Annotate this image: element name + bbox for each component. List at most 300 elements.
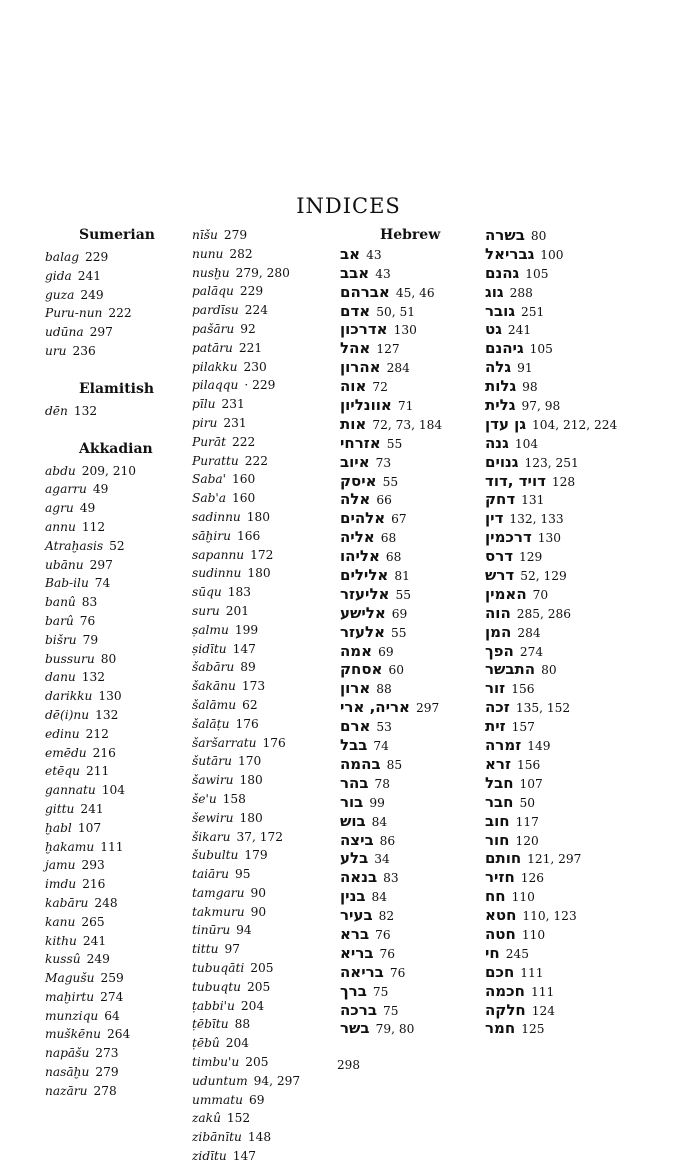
page-refs: 148 xyxy=(247,1130,272,1145)
index-term: tamgaru xyxy=(192,885,245,900)
index-term: Puru-nun xyxy=(45,306,103,321)
hebrew-term: בהמה xyxy=(340,754,381,773)
index-term: sāḫiru xyxy=(192,528,231,543)
page-refs: 204 xyxy=(240,998,265,1013)
page-refs: 75 xyxy=(372,984,389,999)
page-refs: 204 xyxy=(225,1036,250,1051)
page-refs: 274 xyxy=(519,644,544,659)
index-entry xyxy=(485,547,655,566)
index-entry xyxy=(485,490,655,509)
index-entry xyxy=(485,812,655,831)
page-refs: 201 xyxy=(225,603,250,618)
page-refs: 158 xyxy=(222,791,246,806)
index-term: dēn xyxy=(45,403,68,418)
page-refs: 89 xyxy=(240,660,256,675)
page-refs: 205 xyxy=(246,979,271,994)
page-refs: 76 xyxy=(379,946,396,961)
index-entry xyxy=(485,434,655,453)
hebrew-term: גוג xyxy=(485,282,504,301)
hebrew-term: חוב xyxy=(485,811,510,830)
index-entry xyxy=(340,698,480,717)
page-refs: 90 xyxy=(250,904,267,919)
index-term: gida xyxy=(45,268,72,283)
page-refs: 85 xyxy=(386,757,403,772)
page-refs: 49 xyxy=(79,501,96,516)
page-refs: 288 xyxy=(509,285,533,300)
page-refs: 147 xyxy=(232,1149,257,1164)
index-entry xyxy=(485,774,655,793)
index-entry xyxy=(485,887,655,906)
page-refs: 83 xyxy=(383,871,399,886)
hebrew-term: ברכה xyxy=(340,1000,377,1019)
page-refs: 222 xyxy=(244,453,269,468)
index-entry xyxy=(340,982,480,1001)
page-refs: 123, 251 xyxy=(524,455,579,470)
page-refs: 70 xyxy=(532,587,549,602)
page-refs: 180 xyxy=(239,773,263,788)
hebrew-term: גנה xyxy=(485,433,509,452)
hebrew-term: חבר xyxy=(485,792,514,811)
index-entry xyxy=(485,906,655,925)
index-entry xyxy=(192,376,332,395)
index-term: sūqu xyxy=(192,585,222,600)
page-refs: 229 xyxy=(85,250,109,264)
index-term: šakānu xyxy=(192,679,236,694)
page-refs: 69 xyxy=(391,606,408,621)
index-term: kabāru xyxy=(45,895,89,910)
index-term: kithu xyxy=(45,933,77,948)
page-refs: 152 xyxy=(226,1111,251,1126)
page-refs: 67 xyxy=(391,512,407,527)
page-refs: 112 xyxy=(81,519,106,534)
hebrew-term: אלהים xyxy=(340,509,386,528)
index-term: šaršarratu xyxy=(192,735,257,750)
index-entry xyxy=(45,913,185,932)
hebrew-term: דין xyxy=(485,509,504,528)
page-refs: 265 xyxy=(81,914,105,929)
index-entry xyxy=(485,264,655,283)
page-refs: 130 xyxy=(393,323,417,338)
index-term: uru xyxy=(45,343,67,358)
page-refs: 94 xyxy=(236,923,252,938)
page-refs: 297 xyxy=(89,325,113,340)
page-refs: 73 xyxy=(375,455,392,470)
page-refs: 76 xyxy=(389,965,406,980)
index-entry xyxy=(340,434,480,453)
page-refs: 95 xyxy=(235,867,251,882)
page-refs: 66 xyxy=(376,493,392,508)
index-entry xyxy=(192,903,332,922)
index-entry xyxy=(192,395,332,414)
index-entry xyxy=(45,499,185,518)
page-refs: 88 xyxy=(376,682,392,697)
page-refs: 69 xyxy=(378,644,394,659)
index-entry xyxy=(192,583,332,602)
index-entry xyxy=(45,462,185,481)
page-refs: 222 xyxy=(232,434,256,449)
page-refs: 216 xyxy=(82,877,106,892)
index-entry xyxy=(45,556,185,575)
page-refs: 104, 212, 224 xyxy=(532,417,618,432)
index-entry xyxy=(45,800,185,819)
page-refs: 100 xyxy=(540,247,564,262)
section-spacer xyxy=(45,361,185,380)
index-entry xyxy=(340,585,480,604)
index-entry xyxy=(45,323,185,342)
index-entry xyxy=(340,793,480,812)
section-heading-hebrew: Hebrew xyxy=(380,227,441,243)
hebrew-term: גהנם xyxy=(485,263,520,282)
page-refs: 120 xyxy=(515,833,539,848)
page-refs: 82 xyxy=(378,909,395,924)
hebrew-term: גלה xyxy=(485,358,512,377)
index-term: Atraḫasis xyxy=(45,538,104,553)
index-term: napāšu xyxy=(45,1046,90,1061)
hebrew-term: זכה xyxy=(485,698,510,717)
hebrew-term: בנין xyxy=(340,887,366,906)
page-refs: 211 xyxy=(85,764,110,779)
page-number: 298 xyxy=(337,1058,360,1072)
hebrew-term: חח xyxy=(485,887,506,906)
hebrew-term: אלילים xyxy=(340,566,389,585)
index-column-hebrew-cont xyxy=(485,226,655,1038)
index-entry xyxy=(192,1128,332,1147)
page-refs: 130 xyxy=(98,689,122,704)
hebrew-term: ארם xyxy=(340,717,371,736)
index-entry xyxy=(192,508,332,527)
index-term: sudinnu xyxy=(192,566,242,581)
page-refs: 160 xyxy=(232,491,256,506)
index-entry xyxy=(45,932,185,951)
index-entry xyxy=(340,283,480,302)
index-entry xyxy=(340,868,480,887)
index-term: ḫakamu xyxy=(45,839,95,854)
page-refs: 78 xyxy=(374,776,390,791)
section-heading: Elamitish xyxy=(79,380,155,397)
index-entry xyxy=(45,537,185,556)
page-refs: 69 xyxy=(248,1092,265,1107)
page-refs: 236 xyxy=(72,343,96,358)
hebrew-term: בנאה xyxy=(340,868,378,887)
page-refs: 94, 297 xyxy=(253,1073,301,1088)
index-term: uduntum xyxy=(192,1073,248,1088)
index-term: Purattu xyxy=(192,453,239,468)
index-entry xyxy=(485,736,655,755)
index-entry xyxy=(485,717,655,736)
page-refs: 111 xyxy=(530,984,555,999)
index-term: kussû xyxy=(45,952,81,967)
index-term: patāru xyxy=(192,340,233,355)
index-entry xyxy=(192,602,332,621)
page-refs: 80 xyxy=(100,651,117,666)
hebrew-term: אסחק xyxy=(340,660,383,679)
index-entry xyxy=(192,489,332,508)
page-refs: 111 xyxy=(100,839,124,854)
page-refs: 72 xyxy=(372,380,388,395)
hebrew-term: אליה xyxy=(340,528,375,547)
hebrew-term: חטא xyxy=(485,906,517,925)
index-entry xyxy=(340,509,480,528)
hebrew-term: חטה xyxy=(485,924,516,943)
index-entry xyxy=(192,677,332,696)
page-refs: 45, 46 xyxy=(395,285,435,300)
hebrew-term: דרכמין xyxy=(485,528,532,547)
index-term: ṣalmu xyxy=(192,622,229,637)
index-term: palāqu xyxy=(192,284,234,299)
index-entry xyxy=(485,302,655,321)
page-refs: 88 xyxy=(234,1017,251,1032)
index-term: darikku xyxy=(45,689,93,704)
index-term: sadinnu xyxy=(192,509,241,524)
index-entry xyxy=(45,668,185,687)
page-refs: 179 xyxy=(244,848,268,863)
index-entry xyxy=(45,286,185,305)
index-term: guza xyxy=(45,287,75,302)
page-title: INDICES xyxy=(296,194,401,218)
index-entry xyxy=(45,518,185,537)
index-entry xyxy=(45,1007,185,1026)
page-refs: 135, 152 xyxy=(515,701,571,716)
index-entry xyxy=(45,1025,185,1044)
index-entry xyxy=(485,679,655,698)
page-refs: 176 xyxy=(235,716,259,731)
page-refs: 126 xyxy=(520,871,545,886)
hebrew-term: אוונליון xyxy=(340,396,392,415)
page-refs: 53 xyxy=(376,720,392,735)
index-entry xyxy=(485,925,655,944)
index-term: tubuqtu xyxy=(192,979,241,994)
index-entry xyxy=(192,752,332,771)
hebrew-term: אבב xyxy=(340,263,370,282)
index-entry xyxy=(340,453,480,472)
index-term: ummatu xyxy=(192,1092,243,1107)
page-refs: 49 xyxy=(92,482,109,497)
index-entry xyxy=(340,642,480,661)
page-refs: 251 xyxy=(521,304,545,319)
page-refs: 132 xyxy=(73,403,98,418)
page-refs: 79, 80 xyxy=(375,1022,415,1037)
page-refs: 180 xyxy=(239,810,263,825)
hebrew-term: זמרה xyxy=(485,736,522,755)
hebrew-term: בלע xyxy=(340,849,369,868)
page-refs: 124 xyxy=(531,1003,555,1018)
index-entry xyxy=(485,793,655,812)
index-entry xyxy=(485,698,655,717)
index-entry xyxy=(340,302,480,321)
hebrew-term: חמר xyxy=(485,1019,516,1038)
hebrew-term: גובר xyxy=(485,301,516,320)
index-entry xyxy=(485,566,655,585)
index-term: agru xyxy=(45,501,74,516)
index-entry xyxy=(485,509,655,528)
hebrew-term: גנוים xyxy=(485,452,519,471)
page-refs: 241 xyxy=(80,801,104,816)
index-entry xyxy=(192,1015,332,1034)
hebrew-term: דרש xyxy=(485,566,515,585)
page-refs: 170 xyxy=(237,754,262,769)
page-refs: 231 xyxy=(221,397,245,412)
index-entry xyxy=(485,377,655,396)
page-refs: 229 xyxy=(239,284,264,299)
hebrew-term: בריא xyxy=(340,943,374,962)
index-entry xyxy=(192,1109,332,1128)
index-entry xyxy=(485,963,655,982)
page-refs: 79 xyxy=(82,632,99,647)
index-term: gannatu xyxy=(45,783,96,798)
index-entry xyxy=(192,264,332,283)
hebrew-term: חזיר xyxy=(485,868,515,887)
index-term: šutāru xyxy=(192,754,232,769)
index-term: gittu xyxy=(45,801,75,816)
index-entry xyxy=(485,339,655,358)
page-refs: 282 xyxy=(229,246,253,261)
index-entry xyxy=(192,1072,332,1091)
index-entry xyxy=(45,725,185,744)
page-refs: 249 xyxy=(86,952,110,967)
index-term: ḫabl xyxy=(45,820,72,835)
page-refs: 132, 133 xyxy=(509,512,564,527)
index-entry xyxy=(340,887,480,906)
index-term: banû xyxy=(45,595,76,610)
index-term: danu xyxy=(45,670,76,685)
index-entry xyxy=(340,660,480,679)
page-refs: 97, 98 xyxy=(521,399,561,414)
hebrew-term: אב xyxy=(340,244,361,263)
index-entry xyxy=(340,490,480,509)
page-refs: 107 xyxy=(519,776,543,791)
index-entry xyxy=(340,566,480,585)
hebrew-term: ביצה xyxy=(340,830,374,849)
page-refs: 62 xyxy=(242,697,258,712)
page-refs: 180 xyxy=(247,566,271,581)
page-refs: 212 xyxy=(85,726,109,741)
index-term: kanu xyxy=(45,914,76,929)
index-entry xyxy=(192,1147,332,1166)
index-term: taiāru xyxy=(192,867,230,882)
page-refs: 279 xyxy=(223,228,248,242)
index-term: tubuqāti xyxy=(192,961,245,976)
index-entry xyxy=(485,226,655,245)
hebrew-term: אדרכון xyxy=(340,320,388,339)
page-refs: 241 xyxy=(507,323,532,338)
index-term: annu xyxy=(45,519,76,534)
index-entry xyxy=(192,358,332,377)
index-term: šewiru xyxy=(192,810,234,825)
index-entry xyxy=(192,433,332,452)
index-term: imdu xyxy=(45,877,77,892)
index-term: Saba' xyxy=(192,472,227,487)
index-entry xyxy=(340,906,480,925)
page-refs: 180 xyxy=(246,509,271,524)
index-term: nunu xyxy=(192,246,224,261)
index-entry xyxy=(485,1001,655,1020)
page-refs: 76 xyxy=(375,927,391,942)
index-term: pašāru xyxy=(192,321,235,336)
index-term: dē(i)nu xyxy=(45,707,90,722)
index-column-hebrew xyxy=(340,226,480,1038)
page-refs: 297 xyxy=(89,557,113,572)
page-refs: 81 xyxy=(394,569,410,584)
index-entry xyxy=(485,396,655,415)
hebrew-term: בשרה xyxy=(485,226,525,244)
hebrew-term: התבשר xyxy=(485,660,536,679)
page-refs: 147 xyxy=(232,641,256,656)
index-entry xyxy=(340,944,480,963)
index-entry xyxy=(45,593,185,612)
hebrew-term: אליעזר xyxy=(340,584,390,603)
index-entry xyxy=(340,377,480,396)
page-refs: 64 xyxy=(104,1008,120,1023)
hebrew-term: גן עדן xyxy=(485,414,527,433)
index-entry xyxy=(340,717,480,736)
page-refs: 91 xyxy=(517,361,533,376)
page-refs: 110 xyxy=(511,890,535,905)
hebrew-term: בהר xyxy=(340,773,369,792)
index-term: munziqu xyxy=(45,1008,99,1023)
page-refs: · 229 xyxy=(244,378,276,393)
page-refs: 127 xyxy=(376,342,400,357)
hebrew-term: דויד ,דוד xyxy=(485,471,546,490)
index-entry xyxy=(45,480,185,499)
page-refs: 105 xyxy=(529,342,553,357)
page-refs: 84 xyxy=(371,890,388,905)
index-entry xyxy=(45,969,185,988)
page-refs: 149 xyxy=(527,739,551,754)
hebrew-term: בשר xyxy=(340,1019,370,1038)
index-entry xyxy=(192,809,332,828)
hebrew-term: חי xyxy=(485,943,500,962)
index-entry xyxy=(192,245,332,264)
hebrew-term: דחק xyxy=(485,490,516,509)
page-refs: 43 xyxy=(375,266,391,281)
page-refs: 131 xyxy=(521,493,545,508)
index-entry xyxy=(340,849,480,868)
page-refs: 52 xyxy=(109,538,125,553)
index-entry xyxy=(45,304,185,323)
page-refs: 183 xyxy=(227,585,252,600)
hebrew-term: חלקה xyxy=(485,1000,526,1019)
page-refs: 172 xyxy=(250,547,274,562)
index-term: pīlu xyxy=(192,397,216,412)
index-entry xyxy=(192,564,332,583)
page-refs: 110, 123 xyxy=(522,909,577,924)
index-entry xyxy=(485,283,655,302)
index-entry xyxy=(340,245,480,264)
hebrew-term: גלות xyxy=(485,377,517,396)
index-entry xyxy=(192,1034,332,1053)
index-term: nusḫu xyxy=(192,265,230,280)
page-refs: 160 xyxy=(232,472,256,487)
page-refs: 205 xyxy=(250,961,274,976)
index-entry xyxy=(45,744,185,763)
index-entry xyxy=(340,755,480,774)
page-refs: 105 xyxy=(525,266,549,281)
hebrew-term: אהל xyxy=(340,339,371,358)
page-refs: 98 xyxy=(522,380,538,395)
page-refs: 284 xyxy=(517,625,541,640)
index-entry xyxy=(340,396,480,415)
hebrew-term: אמה xyxy=(340,641,373,660)
index-entry xyxy=(192,771,332,790)
index-entry xyxy=(340,339,480,358)
index-term: Purāt xyxy=(192,434,227,449)
page-refs: 55 xyxy=(395,587,411,602)
hebrew-term: חכם xyxy=(485,962,515,981)
index-entry xyxy=(192,940,332,959)
index-entry xyxy=(340,1001,480,1020)
page-refs: 176 xyxy=(262,735,286,750)
page-refs: 157 xyxy=(511,720,535,735)
